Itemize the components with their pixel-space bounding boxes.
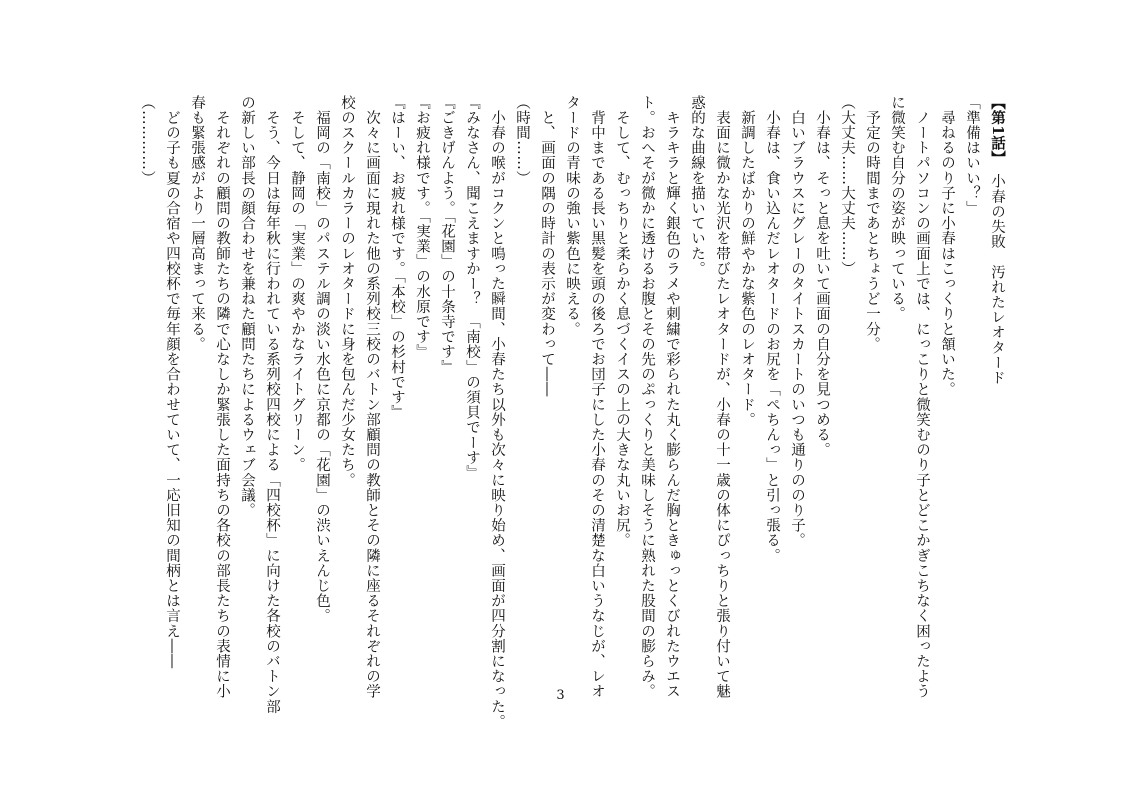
text-line: 小春は、食い込んだレオタードのお尻を「ぺちんっ」と引っ張る。 (764, 95, 780, 564)
text-line: タードの青味の強い紫色に映える。 (564, 95, 580, 337)
text-line: （時間……） (514, 95, 530, 186)
text-line: 次々に画面に現れた他の系列校三校のバトン部顧問の教師とその隣に座るそれぞれの学 (364, 95, 380, 699)
text-line: そう、今日は毎年秋に行われている系列校四校による「四校杯」に向けた各校のバトン部 (264, 95, 280, 715)
text-line: 校のスクールカラーのレオタードに身を包んだ少女たち。 (339, 95, 355, 488)
text-line: 福岡の「南校」のパステル調の淡い水色に京都の「花園」の渋いえんじ色。 (314, 95, 330, 624)
text-line: と、画面の隅の時計の表示が変わって―― (539, 95, 555, 397)
text-line: 表面に微かな光沢を帯びたレオタードが、小春の十一歳の体にぴっちりと張り付いて魅 (714, 95, 730, 699)
text-line: 「準備はいい？」 (964, 95, 980, 216)
text-line: （…………） (139, 95, 155, 186)
text-line: 春も緊張感がより一層高まって来る。 (189, 95, 205, 352)
text-line: 小春は、そっと息を吐いて画面の自分を見つめる。 (814, 95, 830, 458)
text-line: 小春の喉がコクンと鳴った瞬間、小春たち以外も次々に映り始め、画面が四分割になった。 (489, 95, 505, 730)
text-line: 白いブラウスにグレーのタイトスカートのいつも通りののり子。 (789, 95, 805, 548)
text-line: 背中まである長い黒髪を頭の後ろでお団子にした小春のその清楚な白いうなじが、レオ (589, 95, 605, 699)
text-line: そして、むっちりと柔らかく息づくイスの上の大きな丸いお尻。 (614, 95, 630, 548)
text-line: ト。おへそが微かに透けるお腹とその先のぷっくりと美味しそうに熟れた股間の膨らみ。 (639, 95, 655, 699)
text-line: 新調したばかりの鮮やかな紫色のレオタード。 (739, 95, 755, 428)
vertical-text-body (139, 95, 1010, 730)
text-line: 予定の時間まであとちょうど一分。 (864, 95, 880, 352)
text-line: ノートパソコンの画面上では、にっこりと微笑むのり子とどこかぎこちなく困ったよう (914, 95, 930, 699)
chapter-label: 【第1話】 (989, 95, 1006, 159)
chapter-title: 小春の失敗 汚れたレオタード (989, 173, 1005, 386)
text-line: の新しい部長の顔合わせを兼ねた顧問たちによるウェブ会議。 (239, 95, 255, 518)
text-line: 『みなさん、聞こえますかー？ 「南校」の須貝でーす』 (464, 95, 480, 481)
text-line: 惑的な曲線を描いていた。 (689, 95, 705, 277)
text-line: に微笑む自分の姿が映っている。 (889, 95, 905, 322)
text-line: どの子も夏の合宿や四校杯で毎年顔を合わせていて、一応旧知の間柄とは言え―― (164, 95, 180, 669)
chapter-heading (984, 95, 1010, 665)
text-line: そして、静岡の「実業」の爽やかなライトグリーン。 (289, 95, 305, 473)
text-line: 尋ねるのり子に小春はこっくりと頷いた。 (939, 95, 955, 397)
text-line: （大丈夫……大丈夫……） (839, 95, 855, 277)
page-number: 3 (556, 688, 565, 703)
text-line: それぞれの顧問の教師たちの隣で心なしか緊張した面持ちの各校の部長たちの表情に小 (214, 95, 230, 699)
text-line: キラキラと輝く銀色のラメや刺繍で彩られた丸く膨らんだ胸ときゅっとくびれたウエス (664, 95, 680, 699)
text-line: 『ごきげんよう。「花園」の十条寺です』 (439, 95, 455, 375)
text-line: 『お疲れ様です。「実業」の水原です』 (414, 95, 430, 360)
text-line: 『はーい、お疲れ様です。「本校」の杉村です』 (389, 95, 405, 420)
